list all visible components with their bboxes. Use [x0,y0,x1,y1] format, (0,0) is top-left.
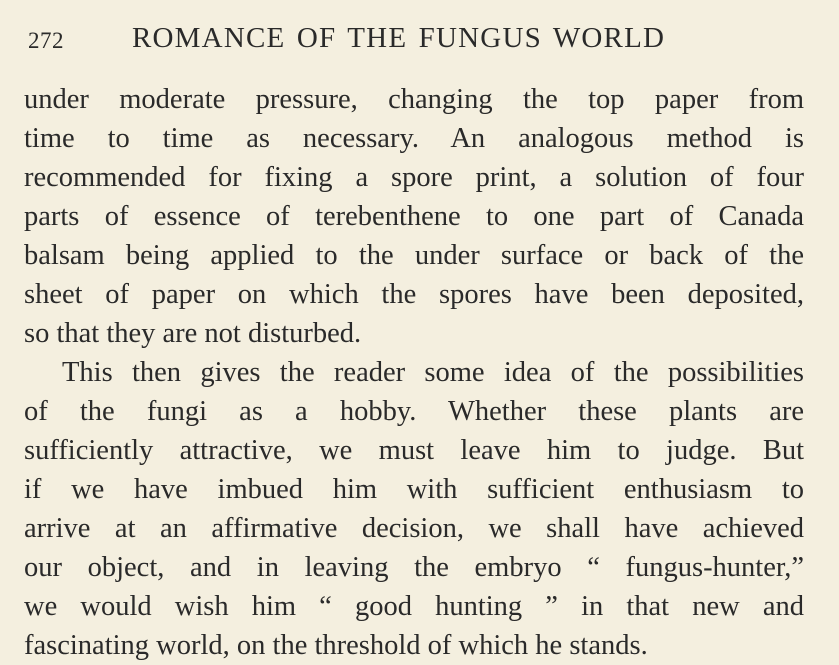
text-line: recommended for fixing a spore print, a solution of four [24,162,804,193]
text-line: under moderate pressure, changing the top paper from [24,84,804,115]
text-line: our object, and in leaving the embryo “ fungus-hunter,” [24,552,804,583]
text-line: sufficiently attractive, we must leave him to judge. But [24,435,804,466]
text-line: sheet of paper on which the spores have been deposited, [24,279,804,310]
text-line: fascinating world, on the threshold of which he stands. [24,630,648,661]
body-text [24,80,804,665]
page-number: 272 [28,28,64,53]
text-line: This then gives the reader some idea of the possibilities [62,357,804,388]
text-line: time to time as necessary. An analogous method is [24,123,804,154]
text-line: arrive at an affirmative decision, we shall have achieved [24,513,804,544]
text-line: if we have imbued him with sufficient enthusiasm to [24,474,804,505]
text-line: of the fungi as a hobby. Whether these plants are [24,396,804,427]
text-line: we would wish him “ good hunting ” in that new and [24,591,804,622]
running-head [22,22,812,62]
paragraph-1 [24,80,804,353]
paragraph-2 [24,353,804,665]
text-line: balsam being applied to the under surface or back of the [24,240,804,271]
text-line: parts of essence of terebenthene to one part of Canada [24,201,804,232]
running-title: ROMANCE OF THE FUNGUS WORLD [132,22,666,54]
text-line: so that they are not disturbed. [24,318,362,349]
